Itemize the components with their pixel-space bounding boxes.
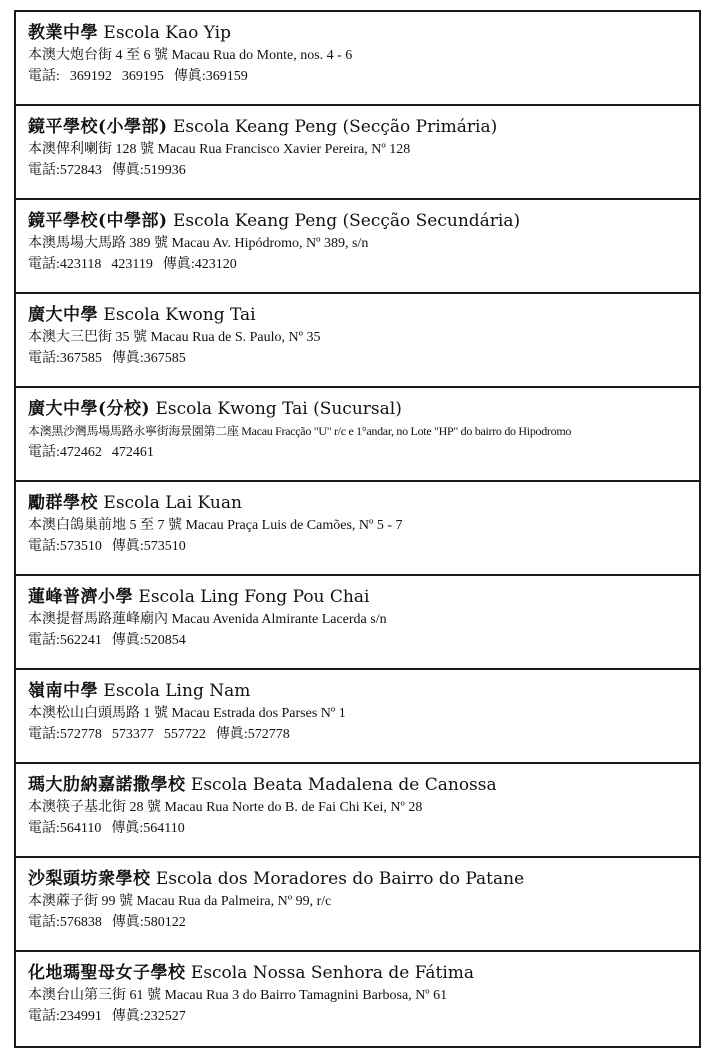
fax-number: 369159 xyxy=(205,69,248,84)
fax-label: 傳眞: xyxy=(215,727,248,742)
school-name-chinese: 鏡平學校(中學部) xyxy=(28,211,168,231)
school-name xyxy=(28,304,699,326)
school-contact xyxy=(28,724,699,745)
fax-label: 傳眞: xyxy=(111,821,144,836)
fax-number: 519936 xyxy=(143,163,186,178)
fax-label: 傳眞: xyxy=(173,69,206,84)
fax-number: 572778 xyxy=(247,727,290,742)
school-address: 本澳黑沙灣馬場馬路永寧街海景園第二座 Macau Fracção "U" r/c e 1°andar, no Lote "HP" do bairro do Hipodromo xyxy=(28,424,572,438)
phone-label: 電話: xyxy=(28,727,60,742)
school-contact xyxy=(28,536,699,557)
phone-number: 557722 xyxy=(163,727,206,742)
school-name xyxy=(28,586,699,608)
school-address: 本澳馬場大馬路 389 號 Macau Av. Hipódromo, Nº 389, s/n xyxy=(28,236,369,251)
school-address: 本澳提督馬路蓮峰廟內 Macau Avenida Almirante Lacerda s/n xyxy=(28,612,387,627)
phone-number: 576838 xyxy=(59,915,102,930)
fax-number: 580122 xyxy=(143,915,186,930)
phone-number: 573510 xyxy=(59,539,102,554)
school-name-chinese: 嶺南中學 xyxy=(28,681,98,701)
school-contact xyxy=(28,1006,699,1027)
phone-number: 423119 xyxy=(111,257,153,272)
school-address: 本澳白鴿巢前地 5 至 7 號 Macau Praça Luis de Camões, Nº 5 - 7 xyxy=(28,518,403,533)
phone-label: 電話: xyxy=(28,163,60,178)
school-name xyxy=(28,398,699,420)
school-name xyxy=(28,774,699,796)
school-address: 本澳大炮台街 4 至 6 號 Macau Rua do Monte, nos. 4 - 6 xyxy=(28,48,353,63)
school-name xyxy=(28,116,699,138)
school-name-portuguese: Escola Kao Yip xyxy=(103,23,231,43)
school-entry xyxy=(14,762,701,856)
school-address: 本澳蔴子街 99 號 Macau Rua da Palmeira, Nº 99, r/c xyxy=(28,894,332,909)
phone-number: 472461 xyxy=(111,445,154,460)
fax-label: 傳眞: xyxy=(111,915,144,930)
fax-label: 傳眞: xyxy=(111,163,144,178)
school-contact xyxy=(28,254,699,275)
school-name xyxy=(28,868,699,890)
school-name-portuguese: Escola Lai Kuan xyxy=(103,493,242,513)
school-name-chinese: 廣大中學(分校) xyxy=(28,399,151,419)
school-address: 本澳台山第三街 61 號 Macau Rua 3 do Bairro Tamagnini Barbosa, Nº 61 xyxy=(28,988,448,1003)
fax-label: 傳眞: xyxy=(162,257,195,272)
school-name-chinese: 化地瑪聖母女子學校 xyxy=(28,963,186,983)
phone-number: 472462 xyxy=(59,445,102,460)
school-name-portuguese: Escola Beata Madalena de Canossa xyxy=(190,775,497,795)
fax-number: 367585 xyxy=(143,351,186,366)
school-name-chinese: 鏡平學校(小學部) xyxy=(28,117,168,137)
school-contact xyxy=(28,818,699,839)
phone-label: 電話: xyxy=(28,445,60,460)
school-address: 本澳俾利喇街 128 號 Macau Rua Francisco Xavier Pereira, Nº 128 xyxy=(28,142,411,157)
school-entry xyxy=(14,480,701,574)
fax-number: 232527 xyxy=(143,1009,186,1024)
school-contact xyxy=(28,912,699,933)
school-directory xyxy=(14,10,701,1048)
phone-label: 電話: xyxy=(28,69,60,84)
phone-number: 234991 xyxy=(59,1009,102,1024)
fax-label: 傳眞: xyxy=(111,351,144,366)
school-address: 本澳筷子基北街 28 號 Macau Rua Norte do B. de Fai Chi Kei, Nº 28 xyxy=(28,800,423,815)
fax-number: 573510 xyxy=(143,539,186,554)
school-name xyxy=(28,22,699,44)
phone-number: 573377 xyxy=(111,727,154,742)
school-contact xyxy=(28,630,699,651)
school-name-portuguese: Escola Ling Nam xyxy=(103,681,251,701)
school-name-portuguese: Escola dos Moradores do Bairro do Patane xyxy=(155,869,525,889)
school-name-chinese: 廣大中學 xyxy=(28,305,98,325)
phone-label: 電話: xyxy=(28,351,60,366)
school-name-portuguese: Escola Keang Peng (Secção Secundária) xyxy=(173,211,521,231)
phone-number: 369192 xyxy=(69,69,112,84)
school-name xyxy=(28,680,699,702)
fax-label: 傳眞: xyxy=(111,539,144,554)
school-entry xyxy=(14,386,701,480)
school-contact xyxy=(28,348,699,369)
phone-number: 423118 xyxy=(59,257,102,272)
school-name-portuguese: Escola Kwong Tai (Sucursal) xyxy=(155,399,402,419)
phone-number: 564110 xyxy=(59,821,102,836)
school-name-chinese: 瑪大肋納嘉諾撒學校 xyxy=(28,775,186,795)
school-contact xyxy=(28,442,699,463)
school-address: 本澳松山白頭馬路 1 號 Macau Estrada dos Parses Nº 1 xyxy=(28,706,346,721)
school-address: 本澳大三巴街 35 號 Macau Rua de S. Paulo, Nº 35 xyxy=(28,330,321,345)
school-contact xyxy=(28,160,699,181)
school-entry xyxy=(14,668,701,762)
school-name-chinese: 沙梨頭坊衆學校 xyxy=(28,869,151,889)
school-name-portuguese: Escola Kwong Tai xyxy=(103,305,256,325)
school-name-chinese: 勵群學校 xyxy=(28,493,98,513)
phone-number: 572778 xyxy=(59,727,102,742)
school-name-portuguese: Escola Nossa Senhora de Fátima xyxy=(190,963,475,983)
phone-number: 572843 xyxy=(59,163,102,178)
school-name xyxy=(28,210,699,232)
phone-number: 562241 xyxy=(59,633,102,648)
school-entry xyxy=(14,292,701,386)
fax-number: 423120 xyxy=(194,257,237,272)
fax-number: 520854 xyxy=(143,633,186,648)
school-name xyxy=(28,962,699,984)
school-name xyxy=(28,492,699,514)
phone-number: 369195 xyxy=(121,69,164,84)
school-entry xyxy=(14,198,701,292)
school-entry xyxy=(14,950,701,1048)
school-contact xyxy=(28,66,699,87)
phone-label: 電話: xyxy=(28,633,60,648)
fax-label: 傳眞: xyxy=(111,1009,144,1024)
fax-number: 564110 xyxy=(143,821,185,836)
phone-label: 電話: xyxy=(28,915,60,930)
school-entry xyxy=(14,856,701,950)
school-name-portuguese: Escola Keang Peng (Secção Primária) xyxy=(173,117,498,137)
school-entry xyxy=(14,574,701,668)
phone-label: 電話: xyxy=(28,257,60,272)
school-name-portuguese: Escola Ling Fong Pou Chai xyxy=(138,587,370,607)
phone-label: 電話: xyxy=(28,821,60,836)
phone-label: 電話: xyxy=(28,1009,60,1024)
phone-number: 367585 xyxy=(59,351,102,366)
school-entry xyxy=(14,104,701,198)
fax-label: 傳眞: xyxy=(111,633,144,648)
school-name-chinese: 蓮峰普濟小學 xyxy=(28,587,133,607)
phone-label: 電話: xyxy=(28,539,60,554)
school-name-chinese: 教業中學 xyxy=(28,23,98,43)
school-entry xyxy=(14,10,701,104)
